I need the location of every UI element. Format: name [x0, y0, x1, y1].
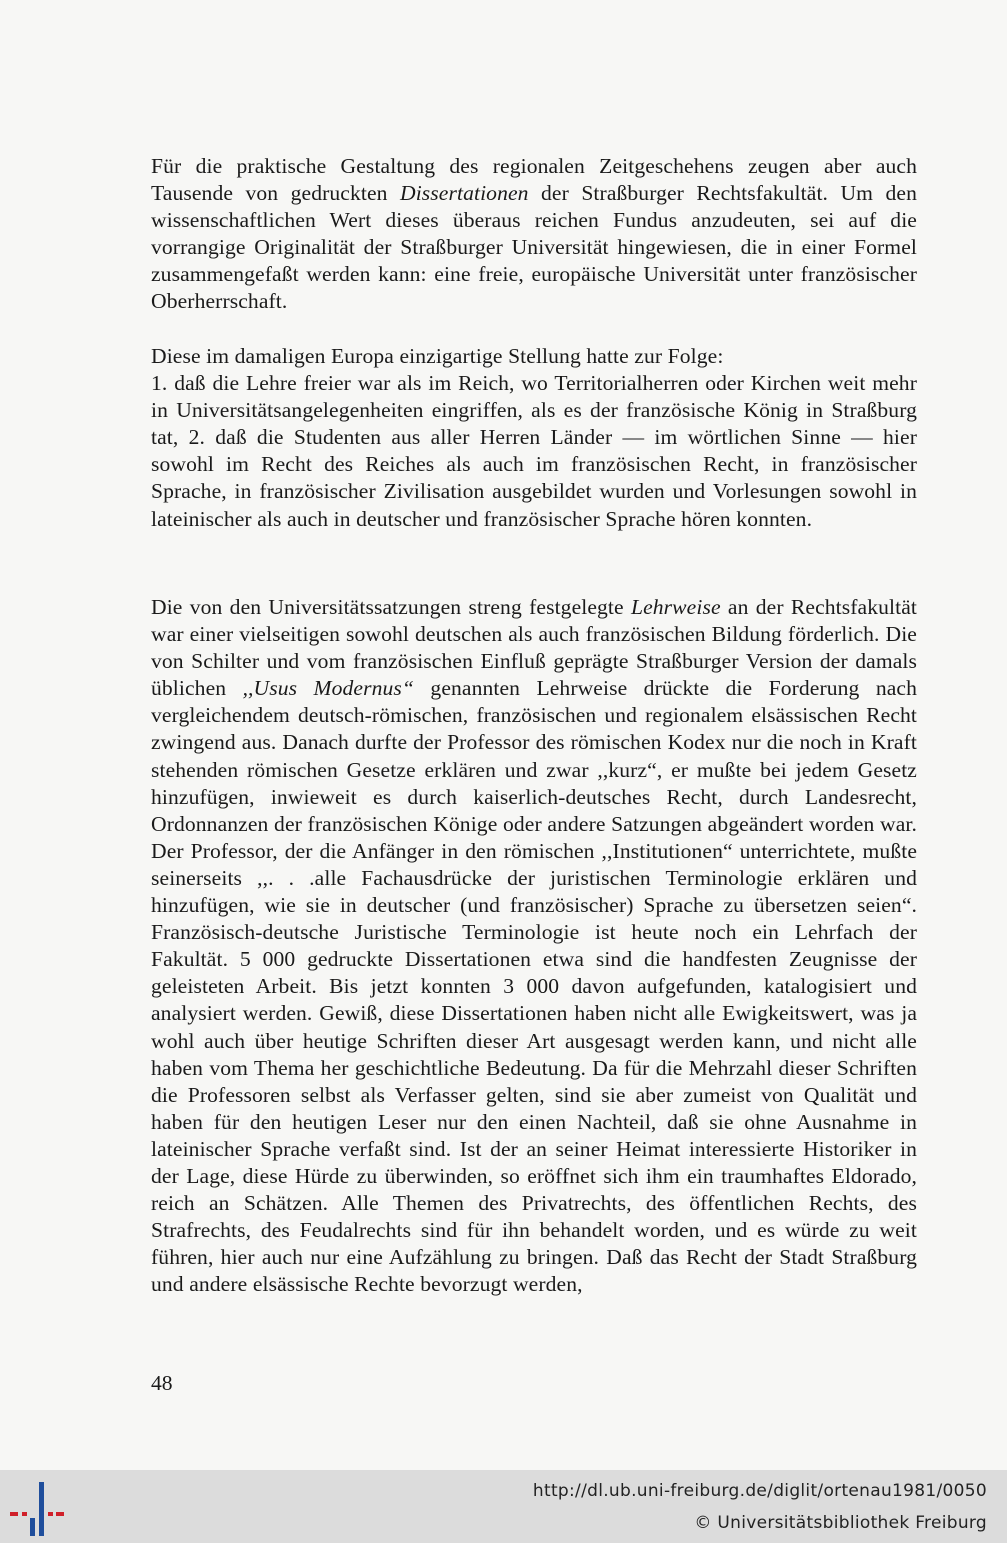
p1-italic-dissertationen: Dissertationen: [400, 181, 529, 206]
footer-copyright: © Universitätsbibliothek Freiburg: [694, 1513, 987, 1533]
footer-bar: [0, 1470, 1007, 1543]
p3-text-part2: an der Rechtsfakultät war einer vielseitigen sowohl deutschen als auch französischen Bildung förderlich. Die von Schilter und vom französischen Einfluß geprägte Straßburger Version der damals üblichen: [151, 595, 917, 701]
p2-intro-line: Diese im damaligen Europa einzigartige Stellung hatte zur Folge:: [151, 344, 724, 368]
p1-text-end: der Straßburger Rechtsfakultät. Um den wissenschaftlichen Wert dieses überaus reichen Fundus anzudeuten, sei auf die vorrangige Originalität der Straßburger Universität hingewiesen, die in einer Formel zusammengefaßt werden kann: eine freie, europäische Universität unter französischer Oberherrschaft.: [151, 181, 918, 314]
footer-url-link[interactable]: http://dl.ub.uni-freiburg.de/diglit/ortenau1981/0050: [532, 1481, 987, 1501]
p3-text-part3: genannten Lehrweise drückte die Forderung nach vergleichendem deutsch-römischen, französischen und regionalem elsässischen Recht zwingend aus. Danach durfte der Professor des römischen Kodex nur die noch in Kraft stehenden römischen Gesetze erklären und zwar ,,kurz“, er mußte bei jedem Gesetz hinzufügen, inwieweit es durch kaiserlich-deutsches Recht, durch Landesrecht, Ordonnanzen der französischen Könige oder andere Satzungen abgeändert worden war. Der Professor, der die Anfänger in den römischen ,,Institutionen“ unterrichtete, mußte seinerseits ,,. . .alle Fachausdrücke der juristischen Terminologie erklären und hinzufügen, wie sie in deutscher (und französischer) Sprache zu übersetzen seien“. Französisch-deutsche Juristische Terminologie ist heute noch ein Lehrfach der Fakultät. 5 000 gedruckte Dissertationen etwa sind die handfesten Zeugnisse der geleisteten Arbeit. Bis jetzt konnten 3 000 davon aufgefunden, katalogisiert und analysiert werden. Gewiß, diese Dissertationen haben nicht alle Ewigkeitswert, was ja wohl auch über heutige Schriften dieser Art ausgesagt werden kann, und nicht alle haben vom Thema her geschichtliche Bedeutung. Da für die Mehrzahl dieser Schriften die Professoren selbst als Verfasser gelten, sind sie aber zumeist von Qualität und haben für den heutigen Leser nur den einen Nachteil, daß sie ohne Ausnahme in lateinischer Sprache verfaßt sind. Ist der an seiner Heimat interessierte Historiker in der Lage, diese Hürde zu überwinden, so eröffnet sich ihm ein traumhaftes Eldorado, reich an Schätzen. Alle Themen des Privatrechts, des öffentlichen Rechts, des Strafrechts, des Feudalrechts sind für ihn behandelt worden, und es würde zu weit führen, hier auch nur eine Aufzählung zu bringen. Daß das Recht der Stadt Straßburg und andere elsässische Rechte bevorzugt werden,: [151, 676, 918, 1297]
paragraph-lehrweise: [151, 594, 917, 1298]
p1-text-start: Für die praktische Gestaltung des regionalen Zeitgeschehens zeugen aber auch Tausende von gedruckten: [151, 154, 917, 206]
paragraph-stellung: [151, 343, 917, 533]
p3-italic-usus-modernus: ,,Usus Modernus“: [242, 676, 415, 701]
paragraph-dissertationen: [151, 153, 917, 316]
p2-body: 1. daß die Lehre freier war als im Reich, wo Territorialherren oder Kirchen weit mehr in Universitätsangelegenheiten eingriffen, als es der französische König in Straßburg tat, 2. daß die Studenten aus aller Herren Länder — im wörtlichen Sinne — hier sowohl im Recht des Reiches als auch im französischen Recht, in französischer Sprache, in französischer Zivilisation ausgebildet wurden und Vorlesungen sowohl in lateinischer als auch in deutscher und französischer Sprache hören konnten.: [151, 371, 917, 531]
page-number: 48: [151, 1371, 173, 1395]
ub-freiburg-logo-icon: [10, 1478, 66, 1538]
ub-freiburg-logo-svg: [10, 1478, 66, 1538]
p3-italic-lehrweise: Lehrweise: [630, 595, 721, 619]
p3-text-part1: Die von den Universitätssatzungen streng festgelegte: [151, 595, 631, 619]
